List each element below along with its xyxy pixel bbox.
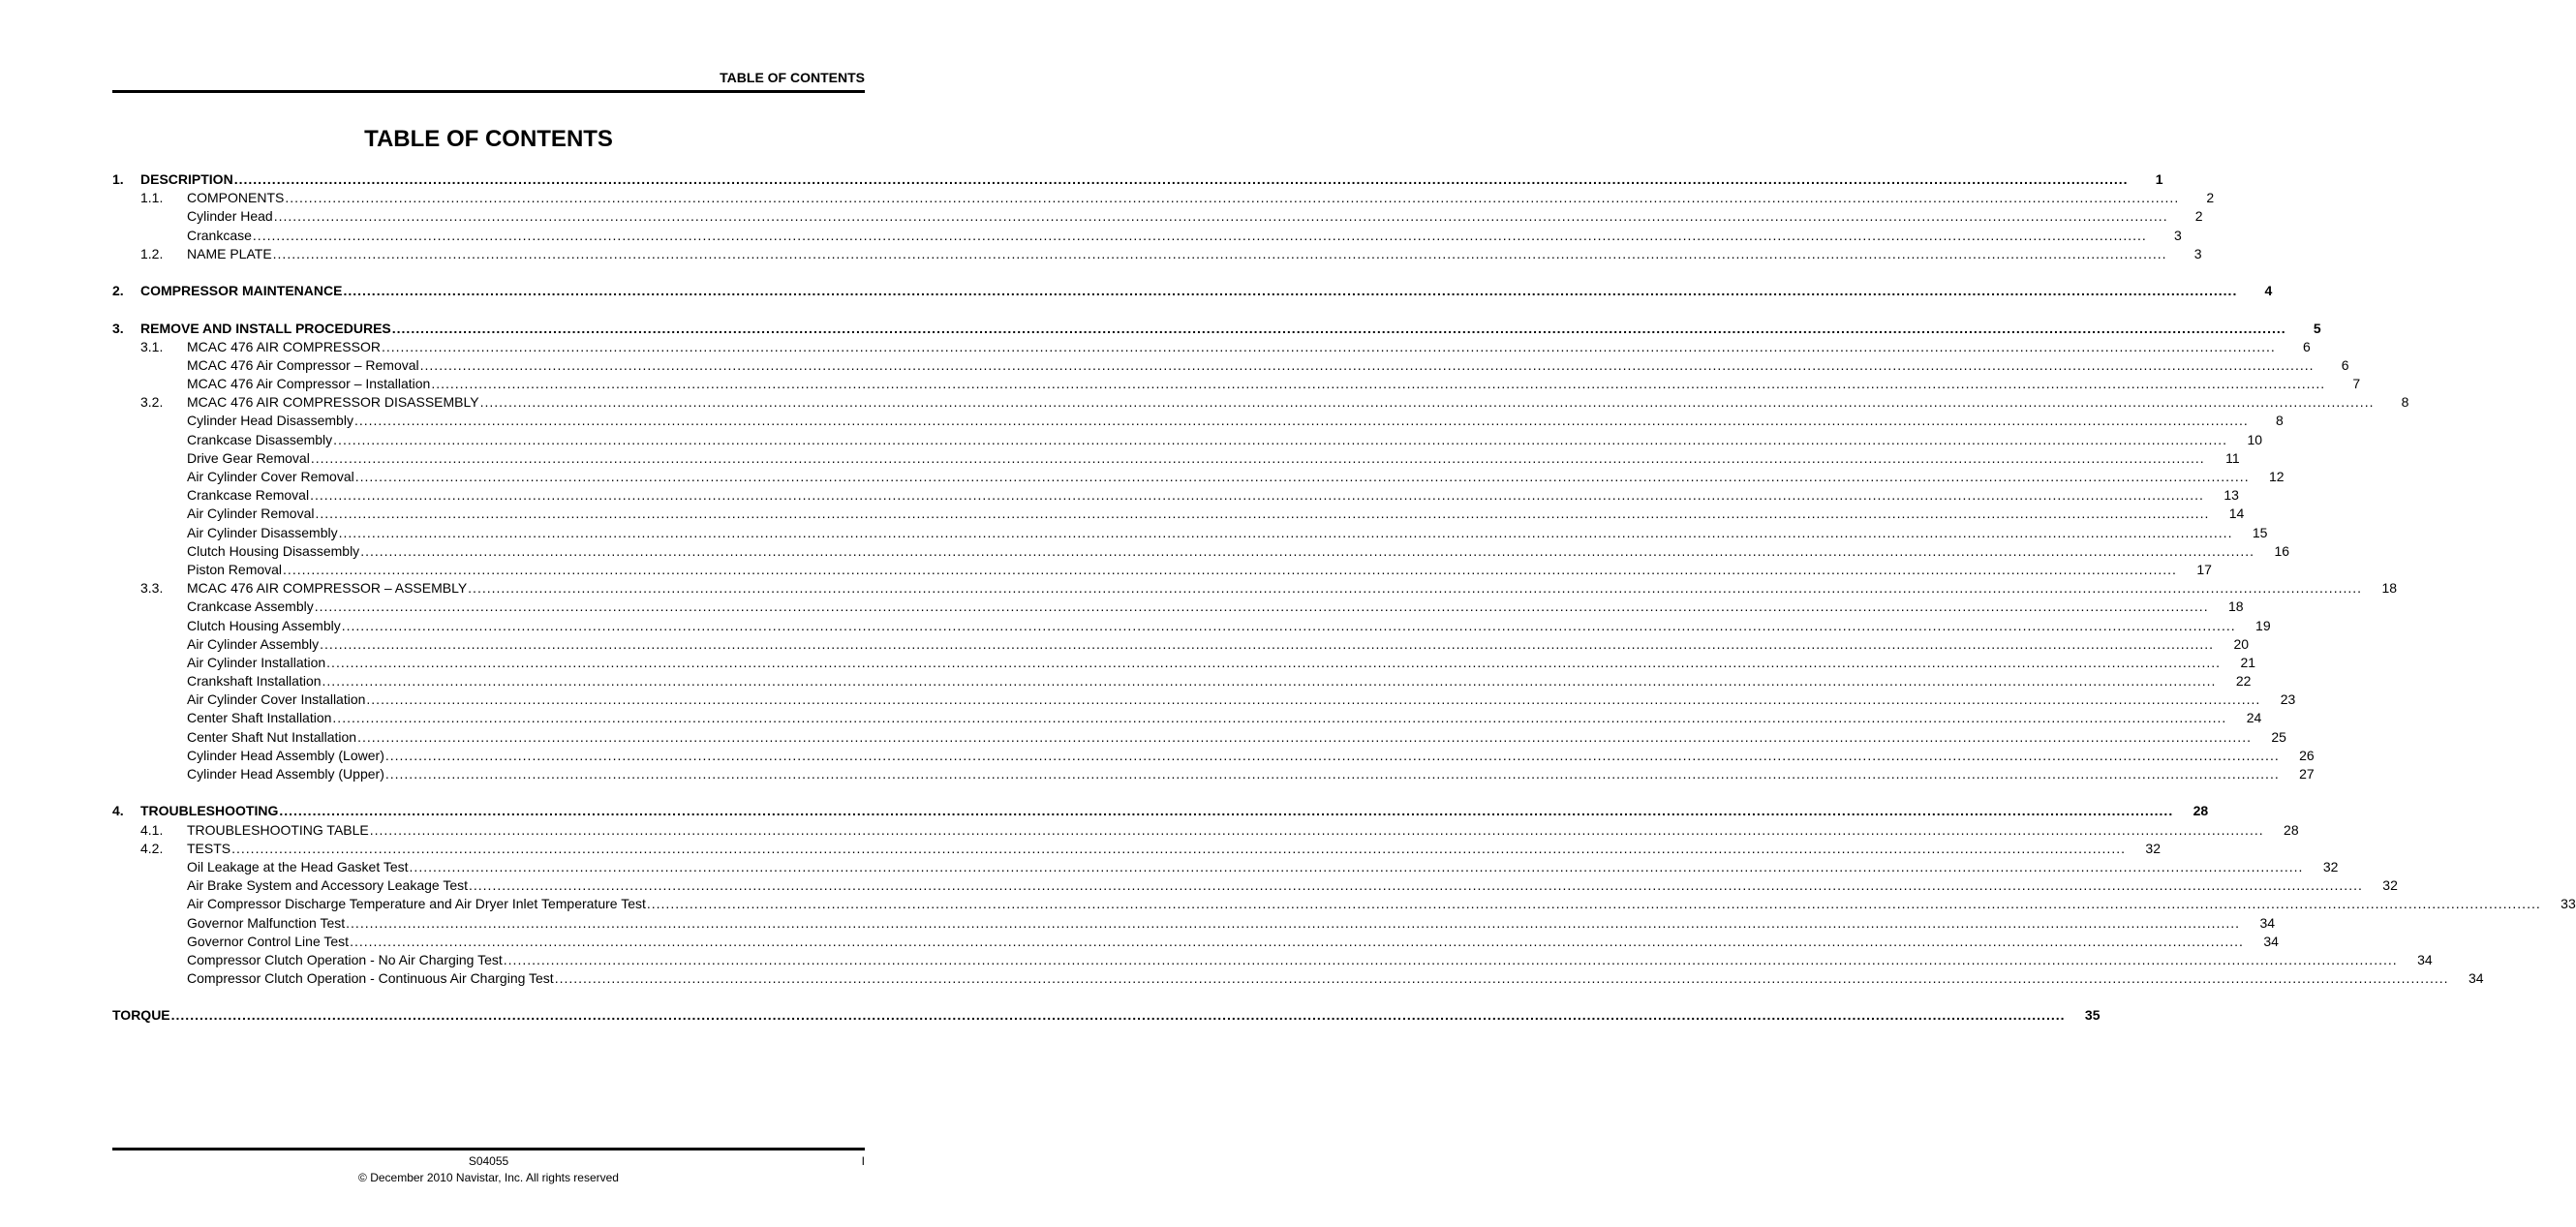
toc-entry-label: Governor Malfunction Test	[187, 914, 346, 931]
toc-entry-label: Governor Control Line Test	[187, 933, 350, 949]
toc-entry-label: Crankcase Removal	[187, 487, 310, 504]
running-header: TABLE OF CONTENTS	[720, 70, 865, 85]
toc-entry[interactable]	[112, 895, 2576, 913]
toc-entry-label: MCAC 476 AIR COMPRESSOR DISASSEMBLY	[187, 394, 479, 411]
dot-leader: ................................................................................................................................................................................................................................................................................................................................................................................................................	[332, 710, 2227, 726]
toc-entry-number: 1.	[112, 171, 124, 187]
dot-leader: ................................................................................................................................................................................................................................................................................................................................................................................................................	[315, 506, 2210, 522]
toc-entry[interactable]	[112, 969, 2484, 988]
toc-entry-page: 32	[2145, 840, 2161, 856]
toc-entry-label: COMPONENTS	[187, 190, 285, 206]
toc-entry-page: 33	[2561, 896, 2576, 912]
header-rule	[112, 90, 865, 93]
dot-leader: ................................................................................................................................................................................................................................................................................................................................................................................................................	[310, 449, 2205, 466]
toc-entry[interactable]	[112, 245, 2202, 263]
toc-entry[interactable]	[112, 617, 2271, 635]
toc-entry-label: Crankcase Disassembly	[187, 431, 333, 447]
toc-entry-number: 3.3.	[140, 580, 164, 597]
toc-entry-label: Piston Removal	[187, 561, 283, 577]
dot-leader: ................................................................................................................................................................................................................................................................................................................................................................................................................	[384, 747, 2280, 763]
dot-leader: ................................................................................................................................................................................................................................................................................................................................................................................................................	[381, 338, 2276, 354]
dot-leader: ................................................................................................................................................................................................................................................................................................................................................................................................................	[391, 320, 2286, 336]
toc-entry[interactable]	[112, 635, 2250, 654]
toc-list	[112, 170, 2576, 1026]
toc-entry[interactable]	[112, 207, 2203, 226]
toc-entry-page: 12	[2269, 469, 2285, 484]
dot-leader: ................................................................................................................................................................................................................................................................................................................................................................................................................	[350, 933, 2244, 949]
dot-leader: ................................................................................................................................................................................................................................................................................................................................................................................................................	[333, 431, 2228, 447]
dot-leader: ................................................................................................................................................................................................................................................................................................................................................................................................................	[273, 208, 2168, 225]
toc-entry-label: COMPRESSOR MAINTENANCE	[140, 283, 343, 299]
toc-entry-page: 35	[2084, 1007, 2101, 1024]
dot-leader: ................................................................................................................................................................................................................................................................................................................................................................................................................	[409, 858, 2304, 874]
toc-entry-label: Air Cylinder Removal	[187, 506, 315, 522]
toc-entry[interactable]	[112, 709, 2262, 727]
toc-entry-label: Crankcase	[187, 227, 252, 243]
copyright-notice: © December 2010 Navistar, Inc. All rights reserved	[358, 1171, 619, 1184]
toc-entry-label: Crankcase Assembly	[187, 598, 314, 615]
toc-entry[interactable]	[112, 227, 2182, 245]
toc-entry-page: 17	[2196, 561, 2212, 577]
dot-leader: ................................................................................................................................................................................................................................................................................................................................................................................................................	[469, 877, 2363, 894]
toc-entry-label: TESTS	[187, 840, 231, 856]
toc-entry-page: 13	[2223, 487, 2239, 504]
toc-entry[interactable]	[112, 747, 2315, 765]
toc-entry-label: TORQUE	[112, 1007, 170, 1024]
footer-rule	[112, 1148, 865, 1150]
toc-entry-number: 4.2.	[140, 840, 164, 856]
toc-entry-page: 34	[2259, 914, 2276, 931]
toc-entry-page: 34	[2417, 951, 2433, 967]
toc-entry-page: 11	[2225, 449, 2240, 466]
dot-leader: ................................................................................................................................................................................................................................................................................................................................................................................................................	[366, 691, 2261, 708]
toc-entry-label: Air Compressor Discharge Temperature and Air Dryer Inlet Temperature Test	[187, 896, 646, 912]
toc-entry-page: 28	[2193, 803, 2209, 819]
dot-leader: ................................................................................................................................................................................................................................................................................................................................................................................................................	[431, 376, 2326, 392]
toc-entry[interactable]	[112, 189, 2215, 207]
toc-entry-label: Air Cylinder Installation	[187, 654, 326, 670]
toc-entry-page: 32	[2382, 877, 2398, 894]
toc-entry[interactable]	[112, 393, 2409, 412]
toc-entry-label: Cylinder Head Assembly (Lower)	[187, 747, 384, 763]
dot-leader: ................................................................................................................................................................................................................................................................................................................................................................................................................	[320, 635, 2215, 652]
toc-entry-page: 23	[2280, 691, 2296, 708]
dot-leader: ................................................................................................................................................................................................................................................................................................................................................................................................................	[314, 598, 2209, 615]
toc-entry-page: 3	[2173, 227, 2182, 243]
toc-entry[interactable]	[112, 951, 2433, 969]
toc-entry-page: 10	[2247, 431, 2263, 447]
toc-entry[interactable]	[112, 449, 2240, 468]
dot-leader: ................................................................................................................................................................................................................................................................................................................................................................................................................	[646, 896, 2541, 912]
toc-entry[interactable]	[112, 765, 2315, 783]
page-title: TABLE OF CONTENTS	[364, 126, 613, 152]
toc-entry-label: Cylinder Head Disassembly	[187, 413, 353, 429]
toc-entry[interactable]	[112, 821, 2299, 840]
toc-entry[interactable]	[112, 412, 2284, 430]
toc-entry-label: Crankshaft Installation	[187, 673, 322, 690]
toc-entry-page: 22	[2235, 673, 2252, 690]
toc-entry[interactable]	[112, 338, 2311, 356]
toc-entry-page: 8	[2401, 394, 2409, 411]
toc-entry-label: NAME PLATE	[187, 245, 272, 261]
toc-entry-label: Air Cylinder Assembly	[187, 635, 320, 652]
toc-entry[interactable]	[112, 933, 2279, 951]
toc-entry-page: 25	[2271, 728, 2286, 745]
page-number: I	[861, 1154, 865, 1168]
toc-entry-label: Clutch Housing Disassembly	[187, 542, 360, 559]
toc-entry-number: 4.1.	[140, 821, 164, 838]
toc-entry[interactable]	[112, 728, 2286, 747]
toc-entry[interactable]	[112, 431, 2263, 449]
dot-leader: ................................................................................................................................................................................................................................................................................................................................................................................................................	[322, 673, 2217, 690]
toc-entry-label: REMOVE AND INSTALL PROCEDURES	[140, 320, 391, 336]
toc-entry-number: 1.2.	[140, 245, 164, 261]
toc-entry-page: 2	[2206, 190, 2215, 206]
dot-leader: ................................................................................................................................................................................................................................................................................................................................................................................................................	[554, 970, 2449, 987]
toc-entry[interactable]	[112, 524, 2268, 542]
toc-entry-page: 6	[2341, 356, 2349, 373]
toc-entry-label: Compressor Clutch Operation - No Air Charging Test	[187, 951, 503, 967]
toc-entry-page: 28	[2284, 821, 2299, 838]
dot-leader: ................................................................................................................................................................................................................................................................................................................................................................................................................	[170, 1007, 2066, 1024]
toc-entry-number: 1.1.	[140, 190, 164, 206]
toc-entry-page: 32	[2322, 858, 2339, 874]
toc-entry[interactable]	[112, 320, 2321, 338]
toc-entry-label: MCAC 476 AIR COMPRESSOR	[187, 338, 381, 354]
toc-entry-label: Center Shaft Installation	[187, 710, 332, 726]
dot-leader: ................................................................................................................................................................................................................................................................................................................................................................................................................	[285, 190, 2180, 206]
toc-entry-page: 34	[2263, 933, 2279, 949]
dot-leader: ................................................................................................................................................................................................................................................................................................................................................................................................................	[346, 914, 2241, 931]
toc-entry-page: 16	[2274, 542, 2290, 559]
toc-entry[interactable]	[112, 672, 2252, 690]
toc-entry-page: 26	[2299, 747, 2315, 763]
toc-entry-label: Clutch Housing Assembly	[187, 617, 341, 633]
toc-entry[interactable]	[112, 579, 2398, 598]
toc-entry-page: 6	[2303, 338, 2311, 354]
toc-entry-number: 3.	[112, 320, 124, 336]
toc-entry-label: Cylinder Head Assembly (Upper)	[187, 766, 384, 782]
toc-entry-page: 27	[2299, 766, 2315, 782]
dot-leader: ................................................................................................................................................................................................................................................................................................................................................................................................................	[354, 469, 2250, 484]
toc-entry-number: 2.	[112, 283, 124, 299]
toc-entry-label: Compressor Clutch Operation - Continuous Air Charging Test	[187, 970, 554, 987]
toc-entry[interactable]	[112, 561, 2212, 579]
dot-leader: ................................................................................................................................................................................................................................................................................................................................................................................................................	[419, 356, 2315, 373]
toc-entry[interactable]	[112, 468, 2285, 486]
dot-leader: ................................................................................................................................................................................................................................................................................................................................................................................................................	[341, 617, 2236, 633]
toc-entry-label: MCAC 476 Air Compressor – Removal	[187, 356, 419, 373]
dot-leader: ................................................................................................................................................................................................................................................................................................................................................................................................................	[252, 227, 2147, 243]
toc-entry[interactable]	[112, 654, 2256, 672]
toc-entry-page: 21	[2240, 654, 2256, 670]
toc-entry[interactable]	[112, 914, 2276, 933]
dot-leader: ................................................................................................................................................................................................................................................................................................................................................................................................................	[279, 803, 2174, 819]
dot-leader: ................................................................................................................................................................................................................................................................................................................................................................................................................	[468, 580, 2363, 597]
toc-entry-page: 3	[2193, 245, 2202, 261]
dot-leader: ................................................................................................................................................................................................................................................................................................................................................................................................................	[357, 728, 2252, 745]
toc-entry-label: Air Cylinder Cover Installation	[187, 691, 366, 708]
toc-entry-label: TROUBLESHOOTING TABLE	[187, 821, 369, 838]
dot-leader: ................................................................................................................................................................................................................................................................................................................................................................................................................	[369, 821, 2264, 838]
dot-leader: ................................................................................................................................................................................................................................................................................................................................................................................................................	[231, 840, 2126, 856]
toc-entry-page: 14	[2228, 506, 2245, 522]
toc-entry-page: 24	[2246, 710, 2262, 726]
toc-entry[interactable]	[112, 690, 2296, 709]
dot-leader: ................................................................................................................................................................................................................................................................................................................................................................................................................	[326, 654, 2222, 670]
toc-entry[interactable]	[112, 1006, 2101, 1025]
toc-entry-number: 3.1.	[140, 338, 164, 354]
dot-leader: ................................................................................................................................................................................................................................................................................................................................................................................................................	[272, 245, 2167, 261]
toc-entry-page: 19	[2255, 617, 2271, 633]
dot-leader: ................................................................................................................................................................................................................................................................................................................................................................................................................	[343, 283, 2238, 299]
toc-entry-label: Center Shaft Nut Installation	[187, 728, 357, 745]
toc-entry-label: Air Cylinder Disassembly	[187, 524, 338, 540]
dot-leader: ................................................................................................................................................................................................................................................................................................................................................................................................................	[283, 561, 2177, 577]
toc-entry-label: MCAC 476 Air Compressor – Installation	[187, 376, 431, 392]
dot-leader: ................................................................................................................................................................................................................................................................................................................................................................................................................	[479, 394, 2375, 411]
toc-entry[interactable]	[112, 375, 2361, 393]
toc-entry-page: 18	[2228, 598, 2244, 615]
toc-entry-label: Cylinder Head	[187, 208, 273, 225]
toc-entry-page: 18	[2381, 580, 2398, 597]
toc-entry-page: 20	[2233, 635, 2250, 652]
toc-entry[interactable]	[112, 858, 2339, 876]
toc-entry-label: TROUBLESHOOTING	[140, 803, 279, 819]
toc-entry-label: Air Brake System and Accessory Leakage Test	[187, 877, 468, 894]
toc-entry[interactable]	[112, 170, 2163, 189]
toc-entry-label: Drive Gear Removal	[187, 449, 310, 466]
dot-leader: ................................................................................................................................................................................................................................................................................................................................................................................................................	[503, 951, 2398, 967]
toc-entry-page: 1	[2155, 171, 2163, 187]
dot-leader: ................................................................................................................................................................................................................................................................................................................................................................................................................	[384, 766, 2280, 782]
toc-entry-number: 3.2.	[140, 394, 164, 411]
toc-entry-page: 34	[2468, 970, 2484, 987]
toc-entry-label: DESCRIPTION	[140, 171, 233, 187]
toc-entry-page: 15	[2252, 524, 2268, 540]
toc-entry[interactable]	[112, 505, 2245, 523]
dot-leader: ................................................................................................................................................................................................................................................................................................................................................................................................................	[353, 413, 2249, 429]
dot-leader: ................................................................................................................................................................................................................................................................................................................................................................................................................	[360, 542, 2255, 559]
toc-entry-page: 7	[2352, 376, 2361, 392]
document-code: S04055	[468, 1154, 509, 1168]
toc-entry-page: 5	[2313, 320, 2321, 336]
toc-entry-number: 4.	[112, 803, 124, 819]
toc-entry[interactable]	[112, 356, 2349, 375]
toc-entry[interactable]	[112, 598, 2244, 616]
dot-leader: ................................................................................................................................................................................................................................................................................................................................................................................................................	[233, 171, 2129, 187]
toc-entry-label: Oil Leakage at the Head Gasket Test	[187, 858, 409, 874]
toc-entry-page: 2	[2194, 208, 2203, 225]
toc-entry[interactable]	[112, 840, 2161, 858]
toc-entry-page: 4	[2264, 283, 2273, 299]
toc-entry[interactable]	[112, 542, 2290, 561]
toc-entry-label: Air Cylinder Cover Removal	[187, 469, 354, 484]
toc-entry-page: 8	[2276, 413, 2284, 429]
toc-entry[interactable]	[112, 802, 2209, 820]
toc-entry[interactable]	[112, 486, 2239, 505]
dot-leader: ................................................................................................................................................................................................................................................................................................................................................................................................................	[310, 487, 2204, 504]
dot-leader: ................................................................................................................................................................................................................................................................................................................................................................................................................	[338, 524, 2233, 540]
toc-entry[interactable]	[112, 876, 2398, 895]
toc-entry-label: MCAC 476 AIR COMPRESSOR – ASSEMBLY	[187, 580, 468, 597]
toc-entry[interactable]	[112, 282, 2273, 300]
